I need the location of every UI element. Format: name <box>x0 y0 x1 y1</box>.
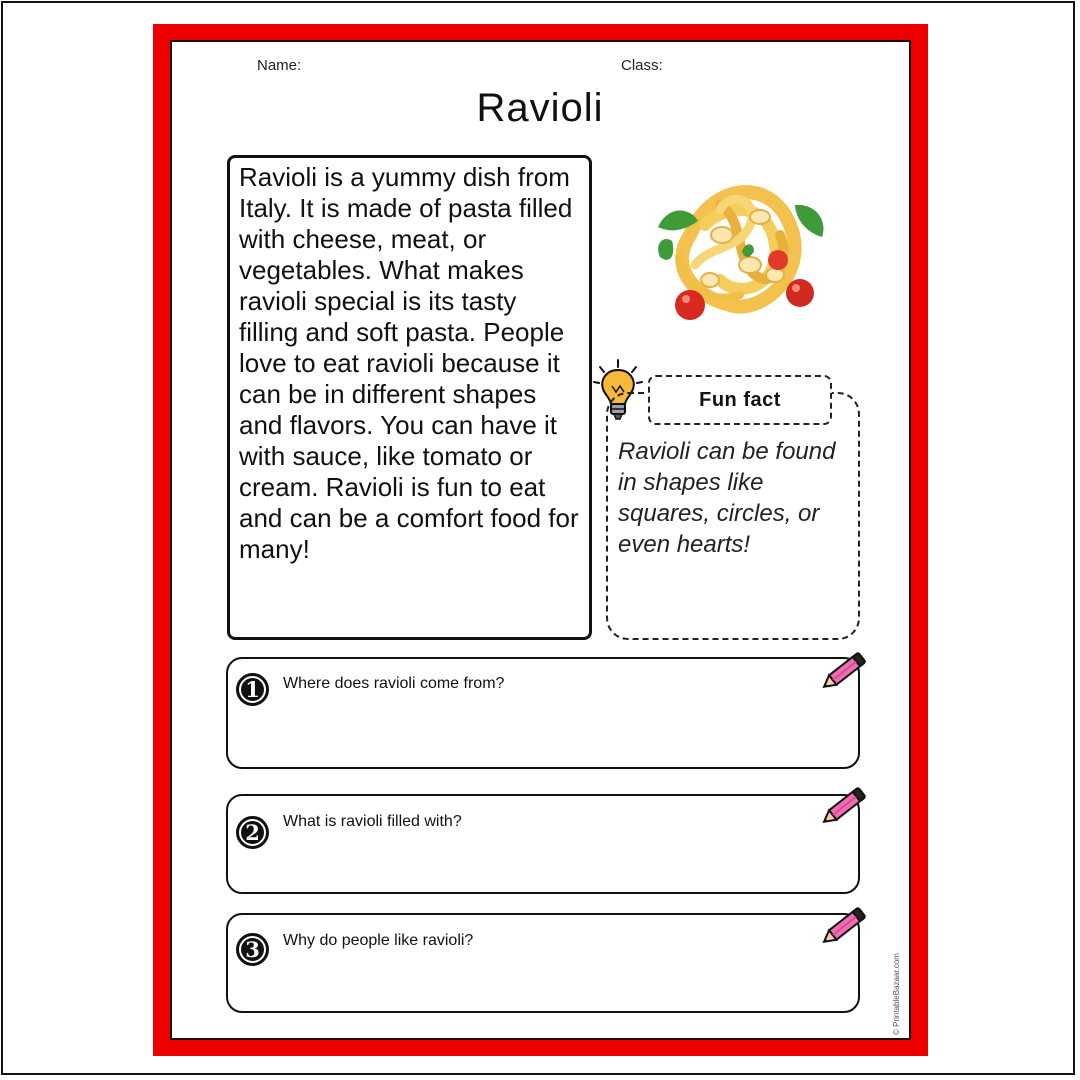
question-2-text: What is ravioli filled with? <box>283 813 462 830</box>
class-label: Class: <box>621 57 663 74</box>
pencil-icon <box>816 905 870 949</box>
name-label: Name: <box>257 57 302 74</box>
answer-box-1[interactable] <box>226 657 860 769</box>
question-number-3: 3 <box>236 933 269 966</box>
fun-fact-heading: Fun fact <box>648 375 832 425</box>
question-number-2: 2 <box>236 816 269 849</box>
question-1-text: Where does ravioli come from? <box>283 675 505 692</box>
fun-fact-text: Ravioli can be found in shapes like squares, circles, or even hearts! <box>618 438 836 558</box>
pencil-icon <box>816 785 870 829</box>
question-number-1: 1 <box>236 673 269 706</box>
reading-passage: Ravioli is a yummy dish from Italy. It is made of pasta filled with cheese, meat, or vegetables. What makes ravioli special is its tasty filling and soft pasta. People love to eat ravioli because it can be in different shapes and flavors. You can have it with sauce, like tomato or cream. Ravioli is fun to eat and can be a comfort food for many! <box>227 155 592 640</box>
question-3-text: Why do people like ravioli? <box>283 932 474 949</box>
pencil-icon <box>816 650 870 694</box>
answer-box-3[interactable] <box>226 913 860 1013</box>
ravioli-pasta-illustration <box>650 165 830 335</box>
copyright-credit: © PrintableBazaar.com <box>892 953 901 1035</box>
page-title: Ravioli <box>476 86 604 130</box>
answer-box-2[interactable] <box>226 794 860 894</box>
